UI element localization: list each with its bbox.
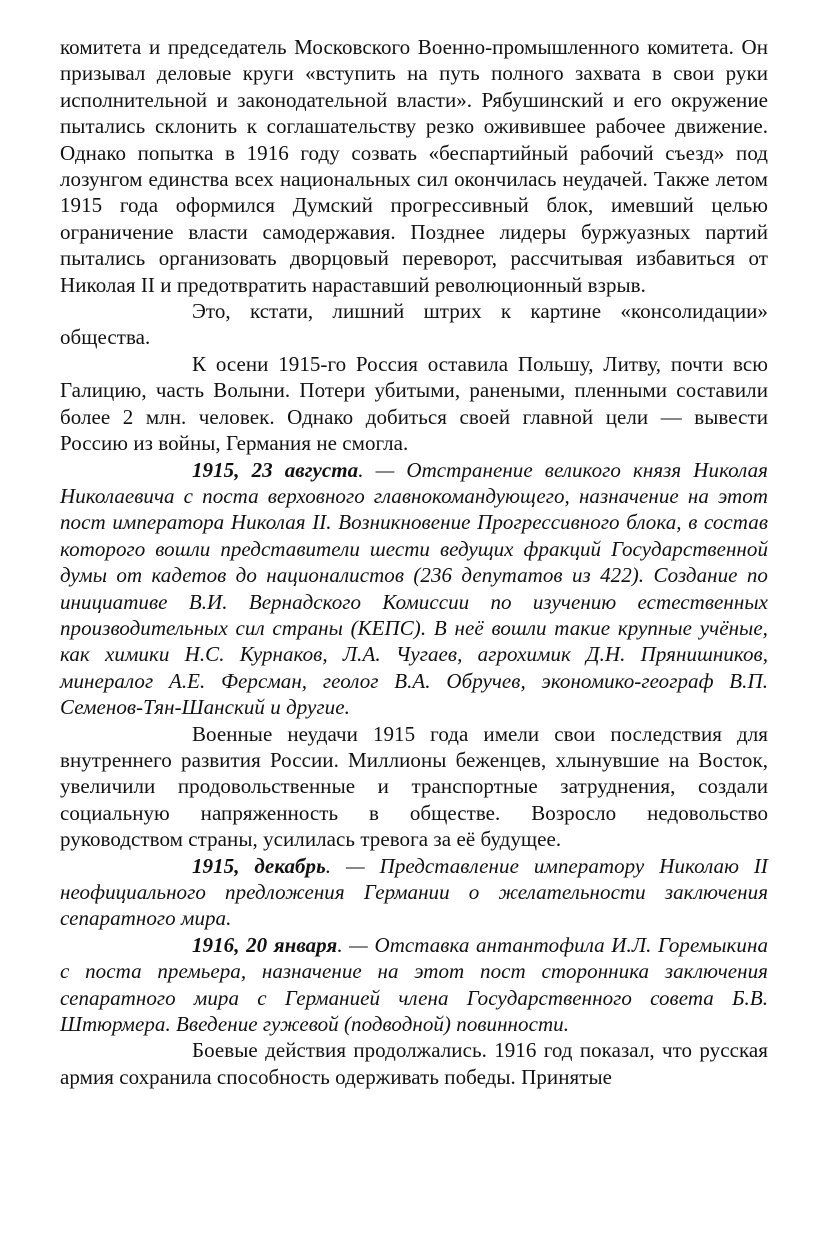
paragraph-autumn-1915: К осени 1915-го Россия оставила Польшу, Литву, почти всю Галицию, часть Волыни. Потери убитыми, ранеными, пленными составили более 2 млн. человек. Однако добиться своей главной цели — вывести Россию из войны, Германия не смогла.: [60, 351, 768, 456]
chronicle-entry-1915-december: [60, 853, 768, 932]
paragraph-consolidation-remark: Это, кстати, лишний штрих к картине «консолидации» общества.: [60, 299, 768, 350]
chronicle-date: 1915, декабрь: [192, 853, 326, 878]
paragraph-military-failures: Военные неудачи 1915 года имели свои последствия для внутреннего развития России. Миллионы беженцев, хлынувшие на Восток, увеличили продовольственные и транспортные затруднения, создали социальную напряженность в обществе. Возросло недовольство руководством страны, усилилась тревога за её будущее.: [60, 721, 768, 852]
chronicle-entry-1916-january: [60, 932, 768, 1038]
paragraph-1916-battles: Боевые действия продолжались. 1916 год показал, что русская армия сохранила способность одерживать победы. Принятые: [60, 1038, 768, 1089]
chronicle-date: 1916, 20 января: [192, 932, 338, 957]
document-page: [60, 34, 768, 1090]
chronicle-entry-1915-august: [60, 457, 768, 721]
chronicle-date: 1915, 23 августа: [192, 457, 359, 482]
chronicle-text: . — Представление императору Николаю II неофициального предложения Германии о желательности заключения сепаратного мира.: [60, 853, 768, 931]
chronicle-text: . — Отстранение великого князя Николая Николаевича с поста верховного главнокомандующего, назначение на этот пост императора Николая II. Возникновение Прогрессивного блока, в состав которого вошли представители шести ведущих фракций Государственной думы от кадетов до националистов (236 депутатов из 422). Создание по инициативе В.И. Вернадского Комиссии по изучению естественных производительных сил страны (КЕПС). В неё вошли такие крупные учёные, как химики Н.С. Курнаков, Л.А. Чугаев, агрохимик Д.Н. Прянишников, минералог А.Е. Ферсман, геолог В.А. Обручев, экономико-географ В.П. Семенов-Тян-Шанский и другие.: [60, 457, 768, 720]
chronicle-text: . — Отставка антантофила И.Л. Горемыкина с поста премьера, назначение на этот пост сторонника заключения сепаратного мира с Германией члена Государственного совета Б.В. Штюрмера. Введение гужевой (подводной) повинности.: [60, 932, 768, 1037]
paragraph-continuation: комитета и председатель Московского Военно-промышленного комитета. Он призывал деловые круги «вступить на путь полного захвата в свои руки исполнительной и законодательной власти». Рябушинский и его окружение пытались склонить к соглашательству резко оживившее рабочее движение. Однако попытка в 1916 году созвать «беспартийный рабочий съезд» под лозунгом единства всех национальных сил окончилась неудачей. Также летом 1915 года оформился Думский прогрессивный блок, имевший целью ограничение власти самодержавия. Позднее лидеры буржуазных партий пытались организовать дворцовый переворот, рассчитывая избавиться от Николая II и предотвратить нараставший революционный взрыв.: [60, 35, 768, 297]
